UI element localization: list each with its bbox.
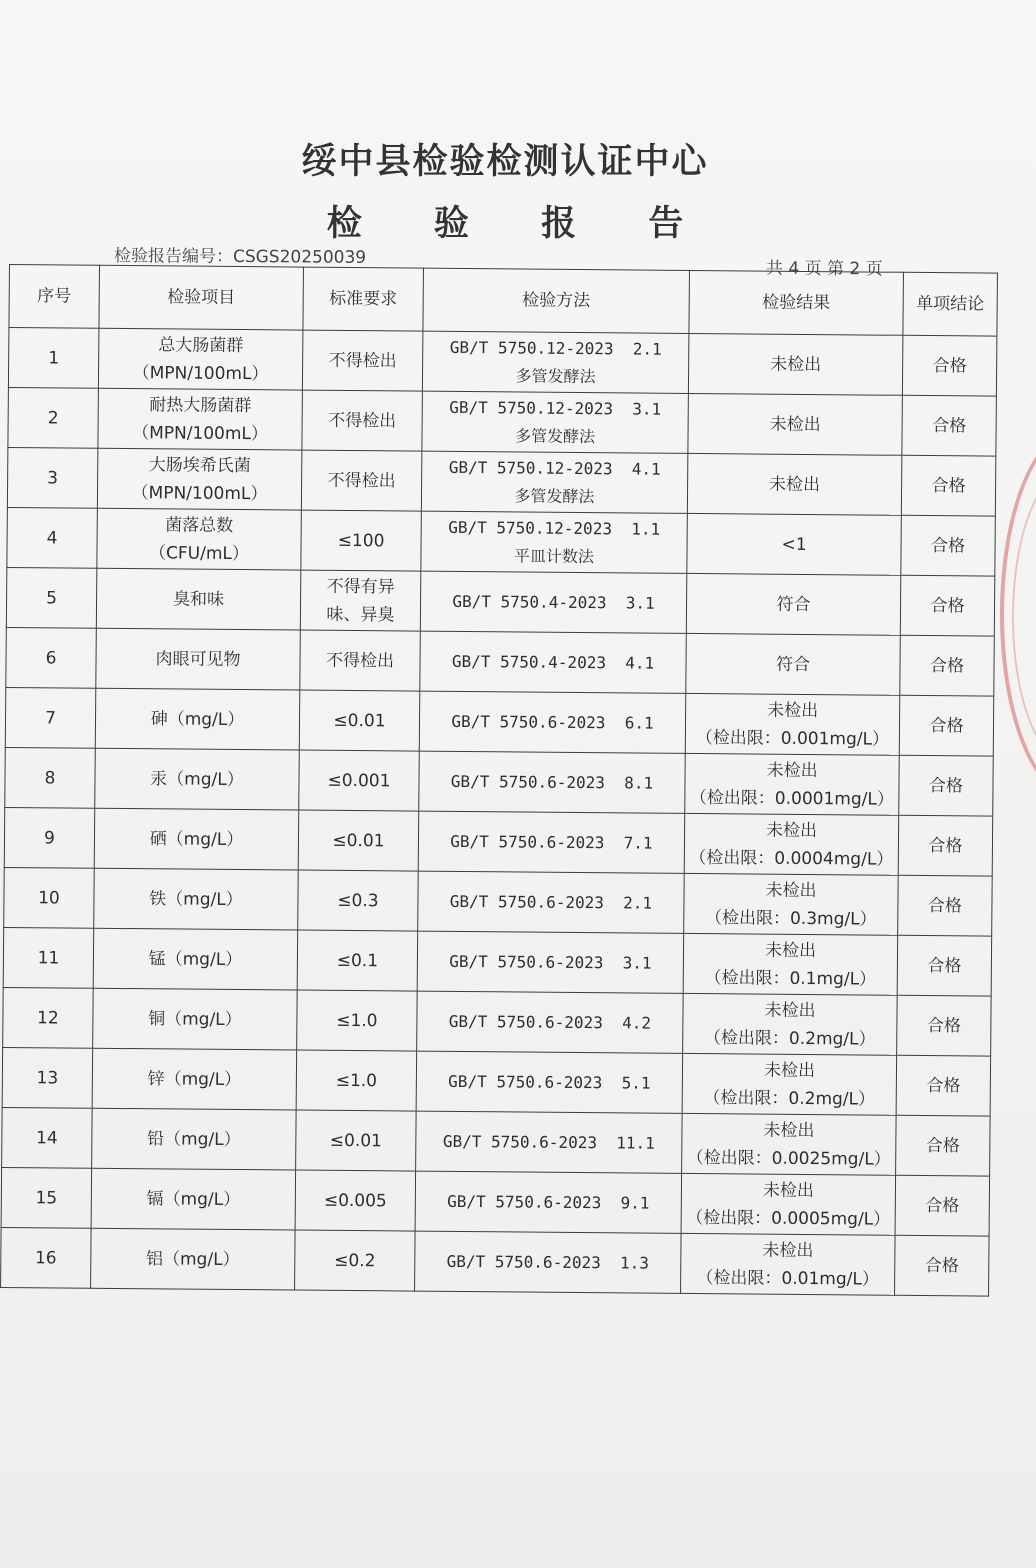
method-line: GB/T 5750.6-2023 11.1 (442, 1131, 655, 1153)
test-item-cell (92, 1108, 297, 1170)
result-line: （检出限：0.0004mg/L） (689, 847, 894, 870)
test-method-cell (416, 1111, 683, 1173)
method-line: GB/T 5750.6-2023 5.1 (448, 1071, 651, 1093)
standard-requirement-cell (299, 690, 420, 751)
conclusion-cell: 合格 (896, 1115, 991, 1176)
conclusion-cell: 合格 (896, 1055, 991, 1116)
test-item-line: （MPN/100mL） (131, 482, 268, 504)
table-row (3, 987, 991, 1056)
result-line: 未检出 (762, 1240, 814, 1261)
table-body (1, 328, 997, 1297)
conclusion-cell: 合格 (901, 455, 996, 516)
test-method-cell (422, 331, 689, 393)
result-line: （检出限：0.3mg/L） (704, 907, 877, 930)
test-item-line: 铁（mg/L） (149, 888, 243, 910)
test-item-cell (94, 808, 299, 870)
test-item-line: 肉眼可见物 (155, 648, 241, 670)
test-item-cell (97, 508, 302, 570)
test-result-cell (684, 813, 899, 875)
test-item-line: 总大肠菌群 (158, 334, 244, 356)
report-title: 检 验 报 告 (326, 204, 714, 244)
result-line: 未检出 (770, 354, 822, 375)
standard-requirement-cell (295, 1170, 416, 1231)
conclusion-cell: 合格 (901, 515, 996, 576)
test-item-line: （MPN/100mL） (132, 362, 269, 384)
test-method-cell (422, 391, 689, 453)
test-item-line: 锌（mg/L） (147, 1068, 242, 1090)
standard-requirement-cell (296, 1110, 417, 1171)
method-line: GB/T 5750.6-2023 4.2 (448, 1011, 652, 1033)
column-header-result: 检验结果 (689, 270, 904, 335)
method-line: 多管发酵法 (514, 425, 596, 446)
standard-line: ≤0.1 (336, 950, 379, 971)
result-line: 未检出 (762, 1180, 815, 1201)
table-row (1, 1167, 989, 1236)
column-header-item: 检验项目 (99, 265, 304, 330)
test-item-cell (91, 1228, 296, 1290)
test-item-cell (98, 328, 303, 390)
test-result-cell (687, 453, 902, 515)
row-number-cell: 5 (6, 567, 97, 628)
test-item-line: 臭和味 (172, 588, 225, 610)
method-line: GB/T 5750.6-2023 8.1 (450, 771, 654, 793)
result-line: 未检出 (769, 414, 821, 435)
method-line: GB/T 5750.6-2023 2.1 (449, 891, 653, 913)
method-line: GB/T 5750.4-2023 4.1 (451, 651, 655, 673)
test-method-cell (421, 511, 688, 573)
test-method-cell (419, 691, 686, 753)
standard-line: ≤1.0 (336, 1010, 378, 1031)
table-row (2, 1047, 990, 1116)
result-line: （检出限：0.2mg/L） (703, 1027, 876, 1050)
table-row (2, 1107, 990, 1176)
table-row (1, 1227, 989, 1296)
standard-line: ≤100 (337, 530, 385, 551)
standard-requirement-cell (302, 330, 423, 391)
standard-line: 味、异臭 (326, 604, 395, 625)
standard-line: ≤0.001 (327, 770, 391, 791)
test-item-line: 铝（mg/L） (145, 1248, 240, 1270)
conclusion-cell: 合格 (899, 755, 994, 816)
test-item-line: 锰（mg/L） (148, 948, 243, 970)
test-item-cell (94, 868, 299, 930)
test-item-line: 砷（mg/L） (150, 708, 245, 730)
standard-requirement-cell (298, 810, 419, 871)
result-line: 未检出 (764, 1000, 816, 1021)
row-number-cell: 3 (7, 447, 98, 508)
method-line: GB/T 5750.6-2023 6.1 (451, 711, 654, 733)
standard-requirement-cell (301, 510, 422, 571)
test-result-cell (681, 1173, 896, 1235)
test-item-line: 耐热大肠菌群 (149, 394, 252, 416)
conclusion-cell: 合格 (895, 1235, 990, 1296)
standard-requirement-cell (297, 990, 418, 1051)
method-line: 平皿计数法 (513, 545, 595, 566)
result-line: 未检出 (767, 700, 819, 721)
result-line: 符合 (775, 654, 811, 675)
result-line: （检出限：0.001mg/L） (695, 727, 890, 750)
standard-requirement-cell (300, 570, 421, 631)
test-method-cell (415, 1171, 682, 1233)
conclusion-cell: 合格 (898, 875, 993, 936)
results-table (0, 264, 998, 1297)
result-line: （检出限：0.0005mg/L） (686, 1207, 891, 1230)
table-header-row (9, 265, 998, 337)
test-result-cell (684, 873, 899, 935)
result-line: 未检出 (763, 1060, 816, 1081)
standard-line: ≤0.01 (333, 710, 386, 731)
test-item-cell (93, 928, 298, 990)
test-item-line: 镉（mg/L） (146, 1188, 241, 1210)
conclusion-cell: 合格 (895, 1175, 990, 1236)
row-number-cell: 7 (5, 687, 96, 748)
result-line: 未检出 (766, 760, 818, 781)
test-result-cell (685, 753, 900, 815)
table-row (4, 867, 992, 936)
test-method-cell (421, 451, 688, 513)
test-item-cell (95, 748, 300, 810)
row-number-cell: 10 (4, 867, 95, 928)
row-number-cell: 11 (3, 927, 94, 988)
row-number-cell: 16 (1, 1227, 92, 1288)
method-line: GB/T 5750.12-2023 1.1 (448, 517, 661, 539)
conclusion-cell: 合格 (897, 995, 992, 1056)
result-line: 未检出 (766, 820, 818, 841)
conclusion-cell: 合格 (902, 335, 997, 396)
table-row (5, 747, 993, 816)
test-result-cell (682, 1053, 897, 1115)
test-item-line: 铜（mg/L） (148, 1008, 242, 1030)
method-line: 多管发酵法 (515, 365, 596, 386)
test-result-cell (682, 1113, 897, 1175)
test-result-cell (685, 693, 900, 755)
test-item-cell (91, 1168, 296, 1230)
test-method-cell (420, 571, 687, 633)
table-row (5, 687, 993, 756)
test-result-cell (686, 573, 901, 635)
test-item-line: 硒（mg/L） (149, 828, 244, 850)
test-item-cell (97, 448, 302, 510)
test-item-cell (93, 988, 298, 1050)
conclusion-cell: 合格 (900, 575, 995, 636)
standard-line: 不得检出 (328, 410, 397, 431)
test-method-cell (418, 871, 685, 933)
test-result-cell (683, 933, 898, 995)
test-method-cell (419, 751, 686, 813)
standard-requirement-cell (302, 390, 423, 451)
standard-line: 不得有异 (326, 576, 395, 597)
method-line: GB/T 5750.12-2023 3.1 (449, 397, 662, 419)
standard-requirement-cell (299, 750, 420, 811)
method-line: GB/T 5750.6-2023 3.1 (449, 951, 652, 973)
test-item-line: 汞（mg/L） (150, 768, 244, 790)
result-line: 未检出 (765, 880, 817, 901)
test-item-cell (96, 628, 301, 690)
conclusion-cell: 合格 (897, 935, 992, 996)
row-number-cell: 13 (2, 1047, 93, 1108)
row-number-cell: 1 (8, 328, 99, 389)
test-result-cell (686, 633, 901, 695)
official-seal-inner-ring (1012, 470, 1036, 764)
table-row (8, 387, 996, 456)
test-method-cell (418, 811, 685, 873)
test-item-cell (96, 568, 301, 630)
result-line: 未检出 (763, 1120, 815, 1141)
standard-line: ≤1.0 (335, 1070, 378, 1091)
result-line: （检出限：0.0001mg/L） (689, 787, 894, 810)
conclusion-cell: 合格 (900, 635, 995, 696)
row-number-cell: 14 (2, 1107, 93, 1168)
result-line: （检出限：0.1mg/L） (704, 967, 877, 990)
page-info: 共 4 页 第 2 页 (765, 258, 883, 280)
test-item-cell (98, 388, 303, 450)
standard-requirement-cell (296, 1050, 417, 1111)
conclusion-cell: 合格 (899, 695, 994, 756)
organization-title: 绥中县检验检测认证中心 (301, 142, 709, 182)
table-row (6, 627, 994, 696)
table-row (6, 567, 994, 636)
test-method-cell (415, 1231, 682, 1293)
test-item-cell (95, 688, 300, 750)
column-header-conclusion: 单项结论 (903, 272, 998, 336)
table-row (3, 927, 991, 996)
table-row (7, 507, 995, 576)
test-result-cell (688, 393, 903, 455)
report-number: 检验报告编号：CSGS20250039 (113, 246, 367, 268)
method-line: GB/T 5750.6-2023 9.1 (447, 1191, 650, 1213)
conclusion-cell: 合格 (898, 815, 993, 876)
result-line: 未检出 (769, 474, 821, 495)
test-result-cell (681, 1233, 896, 1295)
standard-requirement-cell (295, 1230, 416, 1291)
test-method-cell (417, 991, 684, 1053)
test-item-cell (92, 1048, 297, 1110)
method-line: GB/T 5750.6-2023 7.1 (450, 831, 653, 853)
standard-requirement-cell (298, 870, 419, 931)
result-line: 符合 (776, 594, 811, 615)
table-row (7, 447, 995, 516)
test-item-line: 菌落总数 (165, 514, 234, 536)
results-table-wrapper (0, 264, 998, 1297)
standard-line: ≤0.2 (334, 1250, 376, 1271)
row-number-cell: 12 (3, 987, 94, 1048)
result-line: 未检出 (764, 940, 817, 961)
test-result-cell (687, 513, 902, 575)
test-method-cell (420, 631, 687, 693)
row-number-cell: 9 (4, 807, 95, 868)
test-item-line: （CFU/mL） (148, 542, 249, 564)
standard-line: 不得检出 (325, 650, 395, 671)
method-line: GB/T 5750.12-2023 4.1 (448, 457, 661, 479)
method-line: GB/T 5750.4-2023 3.1 (452, 591, 655, 613)
standard-line: ≤0.01 (329, 1130, 382, 1151)
table-row (8, 328, 996, 397)
result-line: （检出限：0.2mg/L） (703, 1087, 876, 1110)
standard-line: 不得检出 (327, 470, 396, 491)
column-header-no: 序号 (9, 265, 100, 329)
standard-requirement-cell (301, 450, 422, 511)
column-header-method: 检验方法 (423, 268, 690, 333)
standard-line: ≤0.3 (337, 890, 379, 911)
table-row (4, 807, 992, 876)
test-item-line: （MPN/100mL） (132, 422, 269, 444)
method-line: 多管发酵法 (514, 485, 595, 506)
row-number-cell: 4 (7, 507, 98, 568)
result-line: <1 (781, 534, 807, 555)
row-number-cell: 6 (6, 627, 97, 688)
test-result-cell (683, 993, 898, 1055)
column-header-standard: 标准要求 (303, 267, 424, 331)
official-seal (1000, 430, 1036, 798)
method-line: GB/T 5750.12-2023 2.1 (449, 337, 662, 359)
standard-line: 不得检出 (328, 350, 397, 371)
result-line: （检出限：0.0025mg/L） (686, 1147, 891, 1170)
standard-requirement-cell (300, 630, 421, 691)
method-line: GB/T 5750.6-2023 1.3 (446, 1251, 650, 1273)
test-item-line: 大肠埃希氏菌 (148, 454, 251, 476)
test-method-cell (416, 1051, 683, 1113)
row-number-cell: 8 (5, 747, 96, 808)
row-number-cell: 2 (8, 387, 99, 448)
standard-requirement-cell (297, 930, 418, 991)
test-result-cell (688, 333, 903, 395)
row-number-cell: 15 (1, 1167, 92, 1228)
conclusion-cell: 合格 (902, 395, 997, 456)
result-line: （检出限：0.01mg/L） (696, 1267, 879, 1290)
standard-line: ≤0.005 (323, 1190, 387, 1211)
test-item-line: 铅（mg/L） (147, 1128, 241, 1150)
test-method-cell (417, 931, 684, 993)
standard-line: ≤0.01 (332, 830, 385, 851)
